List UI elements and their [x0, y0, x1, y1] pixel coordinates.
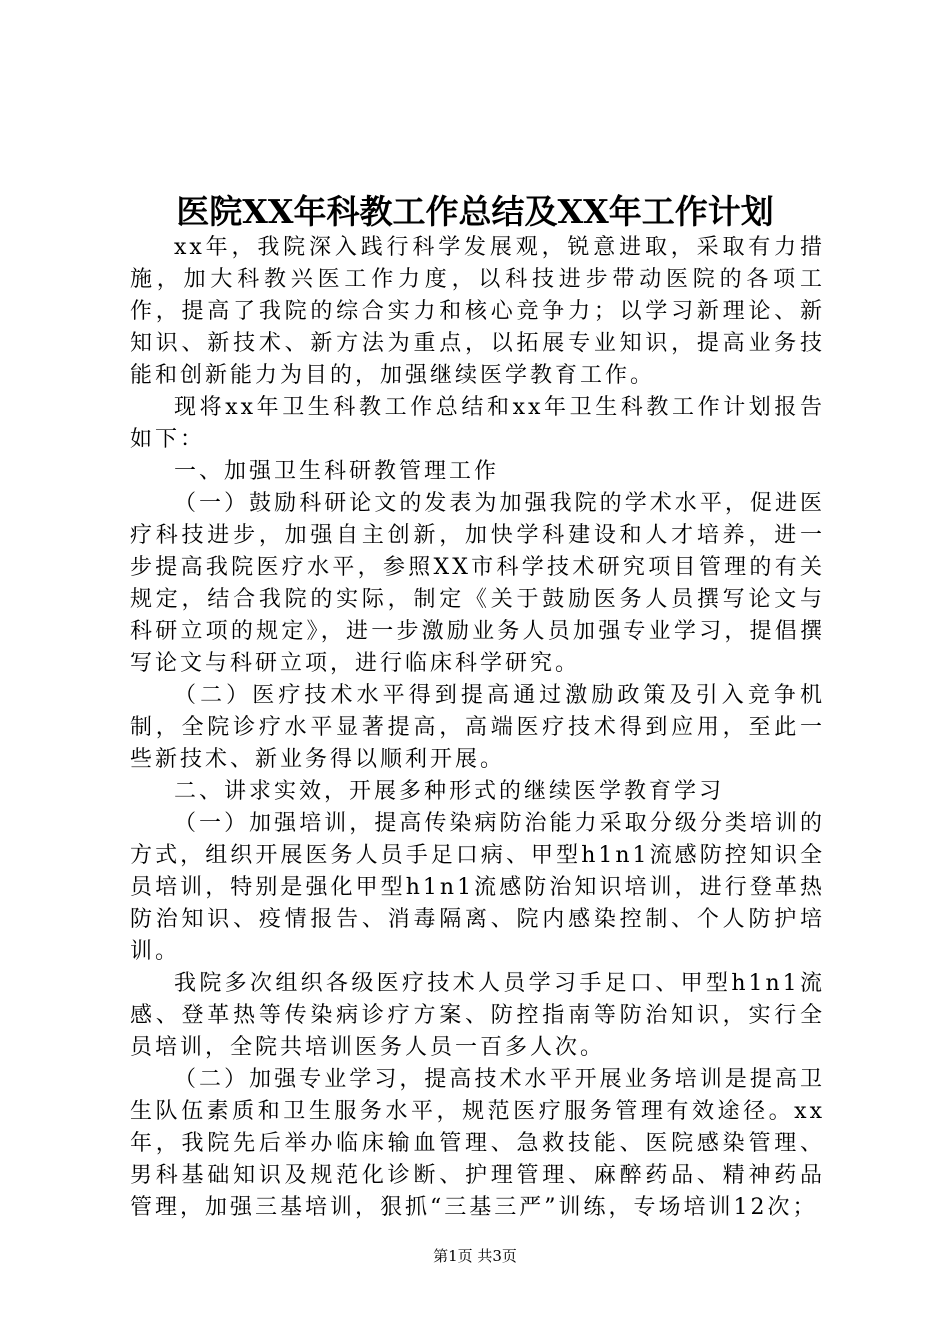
page-indicator: 第1页 共3页	[433, 1247, 517, 1265]
paragraph-1-2: （二）医疗技术水平得到提高通过激励政策及引入竞争机制，全院诊疗水平显著提高，高端医疗技术得到应用，至此一些新技术、新业务得以顺利开展。	[130, 683, 825, 772]
paragraph-1-1: （一）鼓励科研论文的发表为加强我院的学术水平，促进医疗科技进步，加强自主创新，加快学科建设和人才培养，进一步提高我院医疗水平，参照XX市科学技术研究项目管理的有关规定，结合我院的实际，制定《关于鼓励医务人员撰写论文与科研立项的规定》，进一步激励业务人员加强专业学习，提倡撰写论文与科研立项，进行临床科学研究。	[130, 491, 825, 676]
document-title: 医院XX年科教工作总结及XX年工作计划	[176, 192, 774, 231]
document-body	[130, 232, 825, 1224]
section-heading-1: 一、加强卫生科研教管理工作	[174, 459, 500, 484]
paragraph-intro: xx年，我院深入践行科学发展观，锐意进取，采取有力措施，加大科教兴医工作力度，以科技进步带动医院的各项工作，提高了我院的综合实力和核心竞争力；以学习新理论、新知识、新技术、新方法为重点，以拓展专业知识，提高业务技能和创新能力为目的，加强继续医学教育工作。	[130, 235, 825, 388]
section-heading-2: 二、讲求实效，开展多种形式的继续医学教育学习	[174, 779, 725, 804]
paragraph-2-1-detail: 我院多次组织各级医疗技术人员学习手足口、甲型h1n1流感、登革热等传染病诊疗方案、防控指南等防治知识，实行全员培训，全院共培训医务人员一百多人次。	[130, 971, 825, 1060]
paragraph-2-2: （二）加强专业学习，提高技术水平开展业务培训是提高卫生队伍素质和卫生服务水平，规范医疗服务管理有效途径。xx年，我院先后举办临床输血管理、急救技能、医院感染管理、男科基础知识及规范化诊断、护理管理、麻醉药品、精神药品管理，加强三基培训，狠抓“三基三严”训练，专场培训12次；	[130, 1067, 825, 1220]
paragraph-report-lead: 现将xx年卫生科教工作总结和xx年卫生科教工作计划报告如下：	[130, 395, 825, 452]
paragraph-2-1: （一）加强培训，提高传染病防治能力采取分级分类培训的方式，组织开展医务人员手足口病、甲型h1n1流感防控知识全员培训，特别是强化甲型h1n1流感防治知识培训，进行登革热防治知识、疫情报告、消毒隔离、院内感染控制、个人防护培训。	[130, 811, 825, 964]
